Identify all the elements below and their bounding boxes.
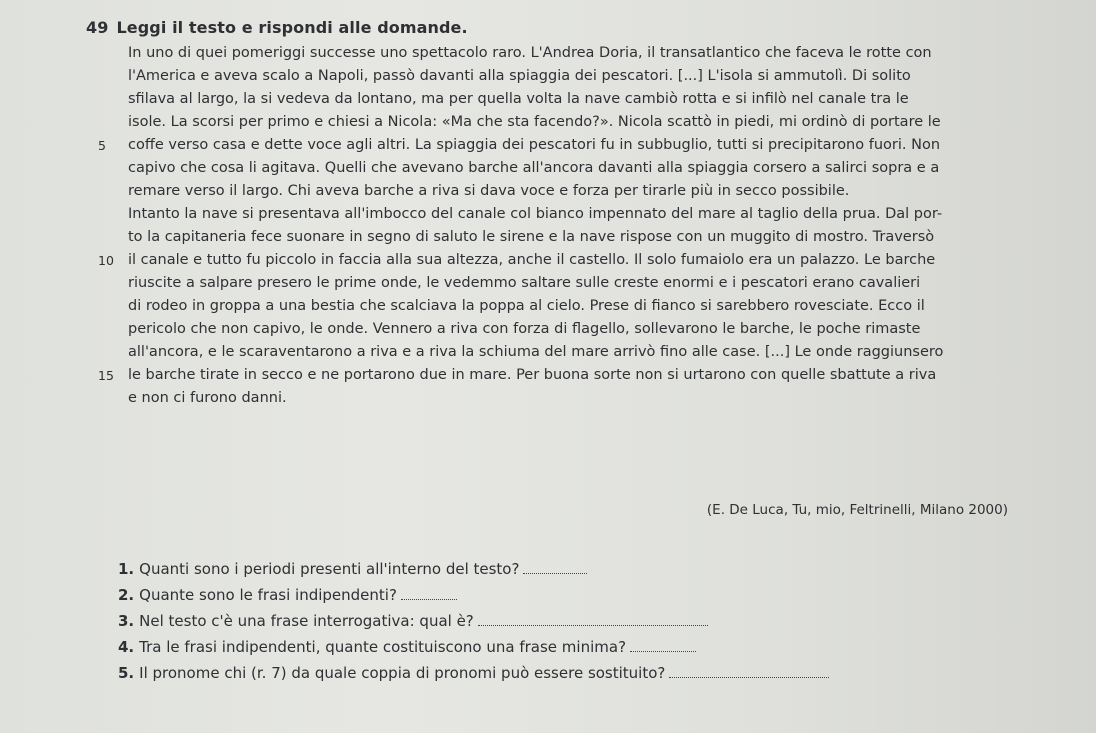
question-number: 2. <box>118 586 135 604</box>
passage-line-text: sfilava al largo, la si vedeva da lontano, ma per quella volta la nave cambiò rotta e si infilò nel canale tra le <box>128 91 909 107</box>
question-item <box>118 582 829 608</box>
passage-line-text: Intanto la nave si presentava all'imbocco del canale col bianco impennato del mare al taglio della prua. Dal por- <box>128 206 943 222</box>
passage-line <box>128 226 1028 249</box>
line-number: 15 <box>98 368 114 383</box>
passage-line-text: capivo che cosa li agitava. Quelli che avevano barche all'ancora davanti alla spiaggia corsero a salirci sopra e a <box>128 160 940 176</box>
passage-line <box>98 249 1028 272</box>
passage-line <box>128 180 1028 203</box>
passage-line <box>128 157 1028 180</box>
source-citation: (E. De Luca, Tu, mio, Feltrinelli, Milano 2000) <box>706 502 1008 518</box>
passage-line-text: isole. La scorsi per primo e chiesi a Nicola: «Ma che sta facendo?». Nicola scattò in piedi, mi ordinò di portare le <box>128 114 941 130</box>
passage-line-text: coffe verso casa e dette voce agli altri. La spiaggia dei pescatori fu in subbuglio, tutti si precipitarono fuori. Non <box>128 137 941 153</box>
passage-line <box>128 272 1028 295</box>
passage-line-text: riuscite a salpare presero le prime onde, le vedemmo saltare sulle creste enormi e i pescatori erano cavalieri <box>128 275 921 291</box>
question-number: 3. <box>118 612 135 630</box>
passage-line-text: all'ancora, e le scaraventarono a riva e a riva la schiuma del mare arrivò fino alle case. [...] Le onde raggiunsero <box>128 344 944 360</box>
passage-line <box>98 134 1028 157</box>
question-list <box>118 556 829 686</box>
passage-line-text: l'America e aveva scalo a Napoli, passò davanti alla spiaggia dei pescatori. [...] L'isola si ammutolì. Di solito <box>128 68 911 84</box>
answer-blank[interactable] <box>630 650 696 652</box>
question-item <box>118 660 829 686</box>
answer-blank[interactable] <box>401 598 457 600</box>
exercise-number: 49 <box>86 18 109 37</box>
question-item <box>118 556 829 582</box>
answer-blank[interactable] <box>523 572 587 574</box>
question-number: 4. <box>118 638 135 656</box>
passage-line <box>128 65 1028 88</box>
passage-line-text: In uno di quei pomeriggi successe uno spettacolo raro. L'Andrea Doria, il transatlantico che faceva le rotte con <box>128 45 932 61</box>
question-text: Nel testo c'è una frase interrogativa: qual è? <box>139 612 474 630</box>
passage-line-text: e non ci furono danni. <box>128 390 287 406</box>
passage-line <box>98 364 1028 387</box>
passage-line-text: le barche tirate in secco e ne portarono due in mare. Per buona sorte non si urtarono con quelle sbattute a riva <box>128 367 937 383</box>
question-item <box>118 634 829 660</box>
passage-line <box>128 387 1028 410</box>
passage-line-text: to la capitaneria fece suonare in segno di saluto le sirene e la nave rispose con un muggito di mostro. Traversò <box>128 229 935 245</box>
passage-line <box>128 111 1028 134</box>
exercise-instruction: Leggi il testo e rispondi alle domande. <box>116 18 468 37</box>
reading-passage <box>98 42 1028 410</box>
question-number: 1. <box>118 560 135 578</box>
passage-line-text: pericolo che non capivo, le onde. Vennero a riva con forza di flagello, sollevarono le barche, le poche rimaste <box>128 321 921 337</box>
answer-blank[interactable] <box>669 676 829 678</box>
passage-line-text: remare verso il largo. Chi aveva barche a riva si dava voce e forza per tirarle più in secco possibile. <box>128 183 850 199</box>
question-item <box>118 608 829 634</box>
line-number: 5 <box>98 138 106 153</box>
answer-blank[interactable] <box>478 624 708 626</box>
passage-line <box>128 88 1028 111</box>
question-text: Quanti sono i periodi presenti all'interno del testo? <box>139 560 520 578</box>
question-text: Quante sono le frasi indipendenti? <box>139 586 397 604</box>
passage-line <box>128 42 1028 65</box>
line-number: 10 <box>98 253 114 268</box>
passage-line <box>128 295 1028 318</box>
question-text: Il pronome chi (r. 7) da quale coppia di pronomi può essere sostituito? <box>139 664 666 682</box>
passage-line <box>128 203 1028 226</box>
passage-line-text: il canale e tutto fu piccolo in faccia alla sua altezza, anche il castello. Il solo fumaiolo era un palazzo. Le barche <box>128 252 936 268</box>
question-text: Tra le frasi indipendenti, quante costituiscono una frase minima? <box>139 638 627 656</box>
passage-line <box>128 341 1028 364</box>
exercise-heading <box>86 18 468 37</box>
passage-line <box>128 318 1028 341</box>
question-number: 5. <box>118 664 135 682</box>
passage-line-text: di rodeo in groppa a una bestia che scalciava la poppa al cielo. Prese di fianco si sarebbero rovesciate. Ecco il <box>128 298 925 314</box>
